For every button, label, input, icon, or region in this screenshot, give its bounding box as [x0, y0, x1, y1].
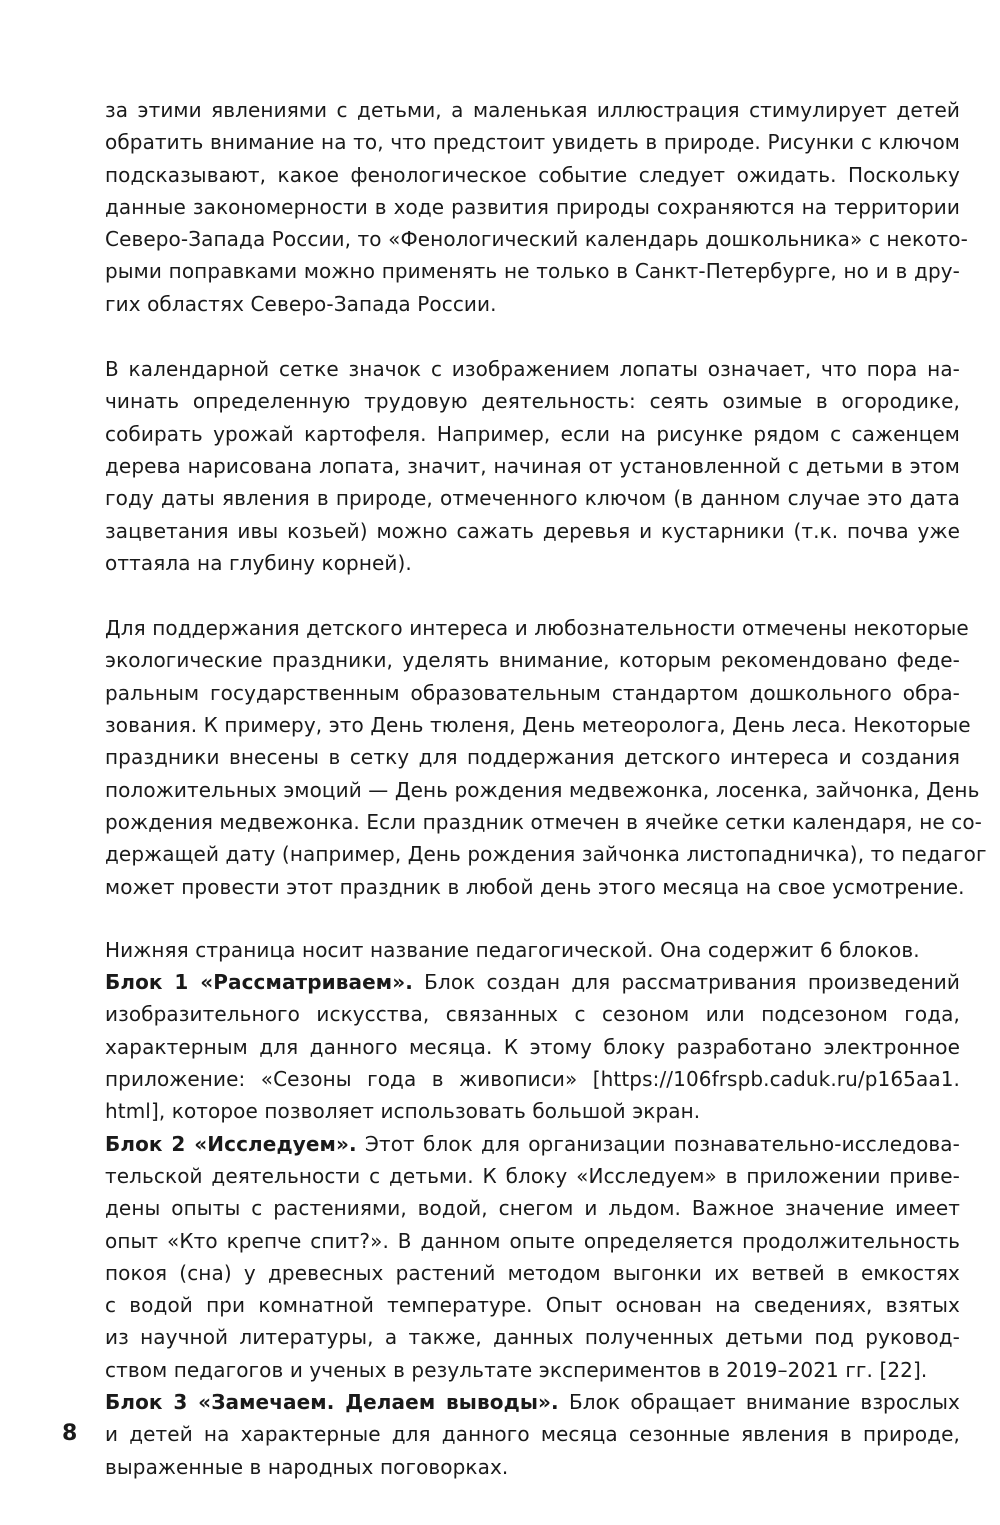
paragraph-spacer [105, 579, 960, 612]
text-line: ральным государственным образовательным стандартом дошкольного обра- [105, 680, 960, 705]
text-line: с водой при комнатной температуре. Опыт основан на сведениях, взятых [105, 1293, 960, 1318]
paragraph-spacer [105, 903, 960, 934]
text-line: году даты явления в природе, отмеченного ключом (в данном случае это дата [105, 486, 960, 511]
text-line: праздники внесены в сетку для поддержания детского интереса и создания [105, 745, 960, 770]
text-line: приложение: «Сезоны года в живописи» [https://106frspb.caduk.ru/p165aa1. [105, 1067, 960, 1092]
text-line: подсказывают, какое фенологическое событие следует ожидать. Поскольку [105, 162, 960, 187]
text-line: Для поддержания детского интереса и любознательности отмечены некоторые [105, 616, 969, 641]
text-line: ством педагогов и ученых в результате экспериментов в 2019–2021 гг. [22]. [105, 1357, 928, 1382]
text-line: зования. К примеру, это День тюленя, День метеоролога, День леса. Некоторые [105, 713, 971, 738]
text-line: обратить внимание на то, что предстоит увидеть в природе. Рисунки с ключом [105, 130, 960, 155]
block-title: Блок 1 «Рассматриваем». [105, 970, 413, 995]
text-line: экологические праздники, уделять внимание, которым рекомендовано феде- [105, 648, 960, 673]
block-title: Блок 2 «Исследуем». [105, 1131, 357, 1156]
block-2 [105, 1128, 960, 1386]
text-line: данные закономерности в ходе развития природы сохраняются на территории [105, 194, 960, 219]
text-line: оттаяла на глубину корней). [105, 550, 412, 575]
text-line: html], которое позволяет использовать большой экран. [105, 1099, 701, 1124]
text-line: опыт «Кто крепче спит?». В данном опыте определяется продолжительность [105, 1228, 960, 1253]
text-line: положительных эмоций — День рождения медвежонка, лосенка, зайчонка, День [105, 777, 980, 802]
block-1 [105, 966, 960, 1127]
text-line: Нижняя страница носит название педагогической. Она содержит 6 блоков. [105, 937, 920, 962]
text-line: тельской деятельности с детьми. К блоку «Исследуем» в приложении приве- [105, 1163, 960, 1188]
text-line: покоя (сна) у древесных растений методом выгонки их ветвей в емкостях [105, 1260, 960, 1285]
text-line: дерева нарисована лопата, значит, начиная от установленной с детьми в этом [105, 453, 960, 478]
text-line: изобразительного искусства, связанных с сезоном или подсезоном года, [105, 1002, 960, 1027]
paragraph-4 [105, 934, 960, 1483]
text-line: чинать определенную трудовую деятельность: сеять озимые в огородике, [105, 389, 960, 414]
block-3 [105, 1386, 960, 1483]
text-line: выраженные в народных поговорках. [105, 1454, 509, 1479]
text-line: собирать урожай картофеля. Например, если на рисунке рядом с саженцем [105, 421, 960, 446]
text-line: рождения медвежонка. Если праздник отмечен в ячейке сетки календаря, не со- [105, 809, 982, 834]
text-line: гих областях Северо-Запада России. [105, 291, 497, 316]
text-line: держащей дату (например, День рождения зайчонка листопадничка), то педагог [105, 842, 987, 867]
block-text: Этот блок для организации познавательно-исследова- [364, 1131, 960, 1156]
text-line: В календарной сетке значок с изображением лопаты означает, что пора на- [105, 357, 960, 382]
block-text: Блок обращает внимание взрослых [568, 1389, 960, 1414]
paragraph-spacer [105, 320, 960, 353]
paragraph-2 [105, 353, 960, 579]
text-line: Северо-Запада России, то «Фенологический календарь дошкольника» с некото- [105, 227, 968, 252]
text-line: из научной литературы, а также, данных полученных детьми под руковод- [105, 1325, 960, 1350]
text-line [105, 1128, 960, 1160]
text-line [105, 966, 960, 998]
text-line: и детей на характерные для данного месяца сезонные явления в природе, [105, 1422, 960, 1447]
block-title: Блок 3 «Замечаем. Делаем выводы». [105, 1389, 559, 1414]
page-number: 8 [62, 1421, 78, 1446]
text-line: дены опыты с растениями, водой, снегом и льдом. Важное значение имеет [105, 1196, 960, 1221]
text-line: зацветания ивы козьей) можно сажать деревья и кустарники (т.к. почва уже [105, 518, 960, 543]
block-text: Блок создан для рассматривания произведений [424, 970, 960, 995]
paragraph-3 [105, 612, 987, 903]
text-line: за этими явлениями с детьми, а маленькая иллюстрация стимулирует детей [105, 98, 960, 122]
text-line: рыми поправками можно применять не только в Санкт-Петербурге, но и в дру- [105, 259, 960, 284]
text-line [105, 1386, 960, 1418]
page-body [105, 94, 987, 1483]
paragraph-1 [105, 94, 968, 320]
text-line: характерным для данного месяца. К этому блоку разработано электронное [105, 1034, 960, 1059]
text-line: может провести этот праздник в любой день этого месяца на свое усмотрение. [105, 874, 965, 899]
